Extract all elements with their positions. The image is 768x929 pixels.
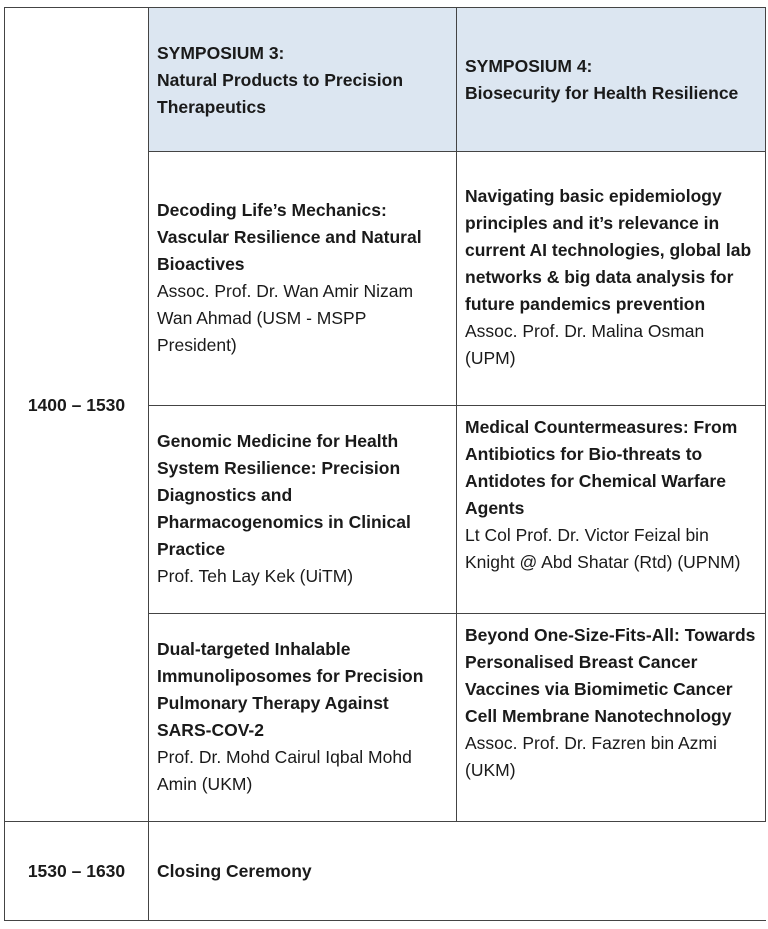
talk-title: Beyond One-Size-Fits-All: Towards Personalised Breast Cancer Vaccines via Biomimetic Cancer Cell Membrane Nanotechnology: [465, 625, 756, 726]
symposium-3-header: [149, 8, 457, 152]
talk-cell: [457, 152, 766, 406]
talk-title: Decoding Life’s Mechanics: Vascular Resilience and Natural Bioactives: [157, 200, 422, 274]
session-time: 1400 – 1530: [27, 395, 126, 415]
talk-cell: [149, 406, 457, 614]
talk-speaker: Lt Col Prof. Dr. Victor Feizal bin Knight @ Abd Shatar (Rtd) (UPNM): [465, 525, 741, 572]
talk-cell: [149, 614, 457, 822]
talk-cell: [457, 406, 766, 614]
closing-row: [5, 822, 766, 921]
talk-speaker: Prof. Dr. Mohd Cairul Iqbal Mohd Amin (UKM): [157, 747, 412, 794]
symposium-4-title: SYMPOSIUM 4: Biosecurity for Health Resilience: [465, 56, 739, 103]
talk-speaker: Assoc. Prof. Dr. Malina Osman (UPM): [465, 321, 705, 368]
talk-cell: [149, 152, 457, 406]
talk-title: Genomic Medicine for Health System Resilience: Precision Diagnostics and Pharmacogenomics in Clinical Practice: [157, 431, 411, 559]
symposium-3-title: SYMPOSIUM 3: Natural Products to Precision Therapeutics: [157, 43, 404, 117]
talk-title: Navigating basic epidemiology principles and it’s relevance in current AI technologies, global lab networks & big data analysis for future pandemics prevention: [465, 186, 752, 314]
talk-title: Medical Countermeasures: From Antibiotics for Bio-threats to Antidotes for Chemical Warfare Agents: [465, 417, 738, 518]
closing-ceremony-cell: [149, 822, 766, 921]
session-time: 1530 – 1630: [27, 860, 126, 881]
talk-speaker: Assoc. Prof. Dr. Wan Amir Nizam Wan Ahmad (USM - MSPP President): [157, 281, 414, 355]
talk-speaker: Prof. Teh Lay Kek (UiTM): [157, 566, 354, 586]
session-time-cell: [5, 822, 149, 921]
symposium-header-row: [5, 8, 766, 152]
talk-speaker: Assoc. Prof. Dr. Fazren bin Azmi (UKM): [465, 733, 717, 780]
talk-cell: [457, 614, 766, 822]
talk-title: Dual-targeted Inhalable Immunoliposomes for Precision Pulmonary Therapy Against SARS-COV-2: [157, 639, 424, 740]
closing-ceremony-label: Closing Ceremony: [157, 860, 312, 881]
symposium-4-header: [457, 8, 766, 152]
time-column-cell: [5, 8, 149, 822]
programme-table: [4, 7, 766, 921]
